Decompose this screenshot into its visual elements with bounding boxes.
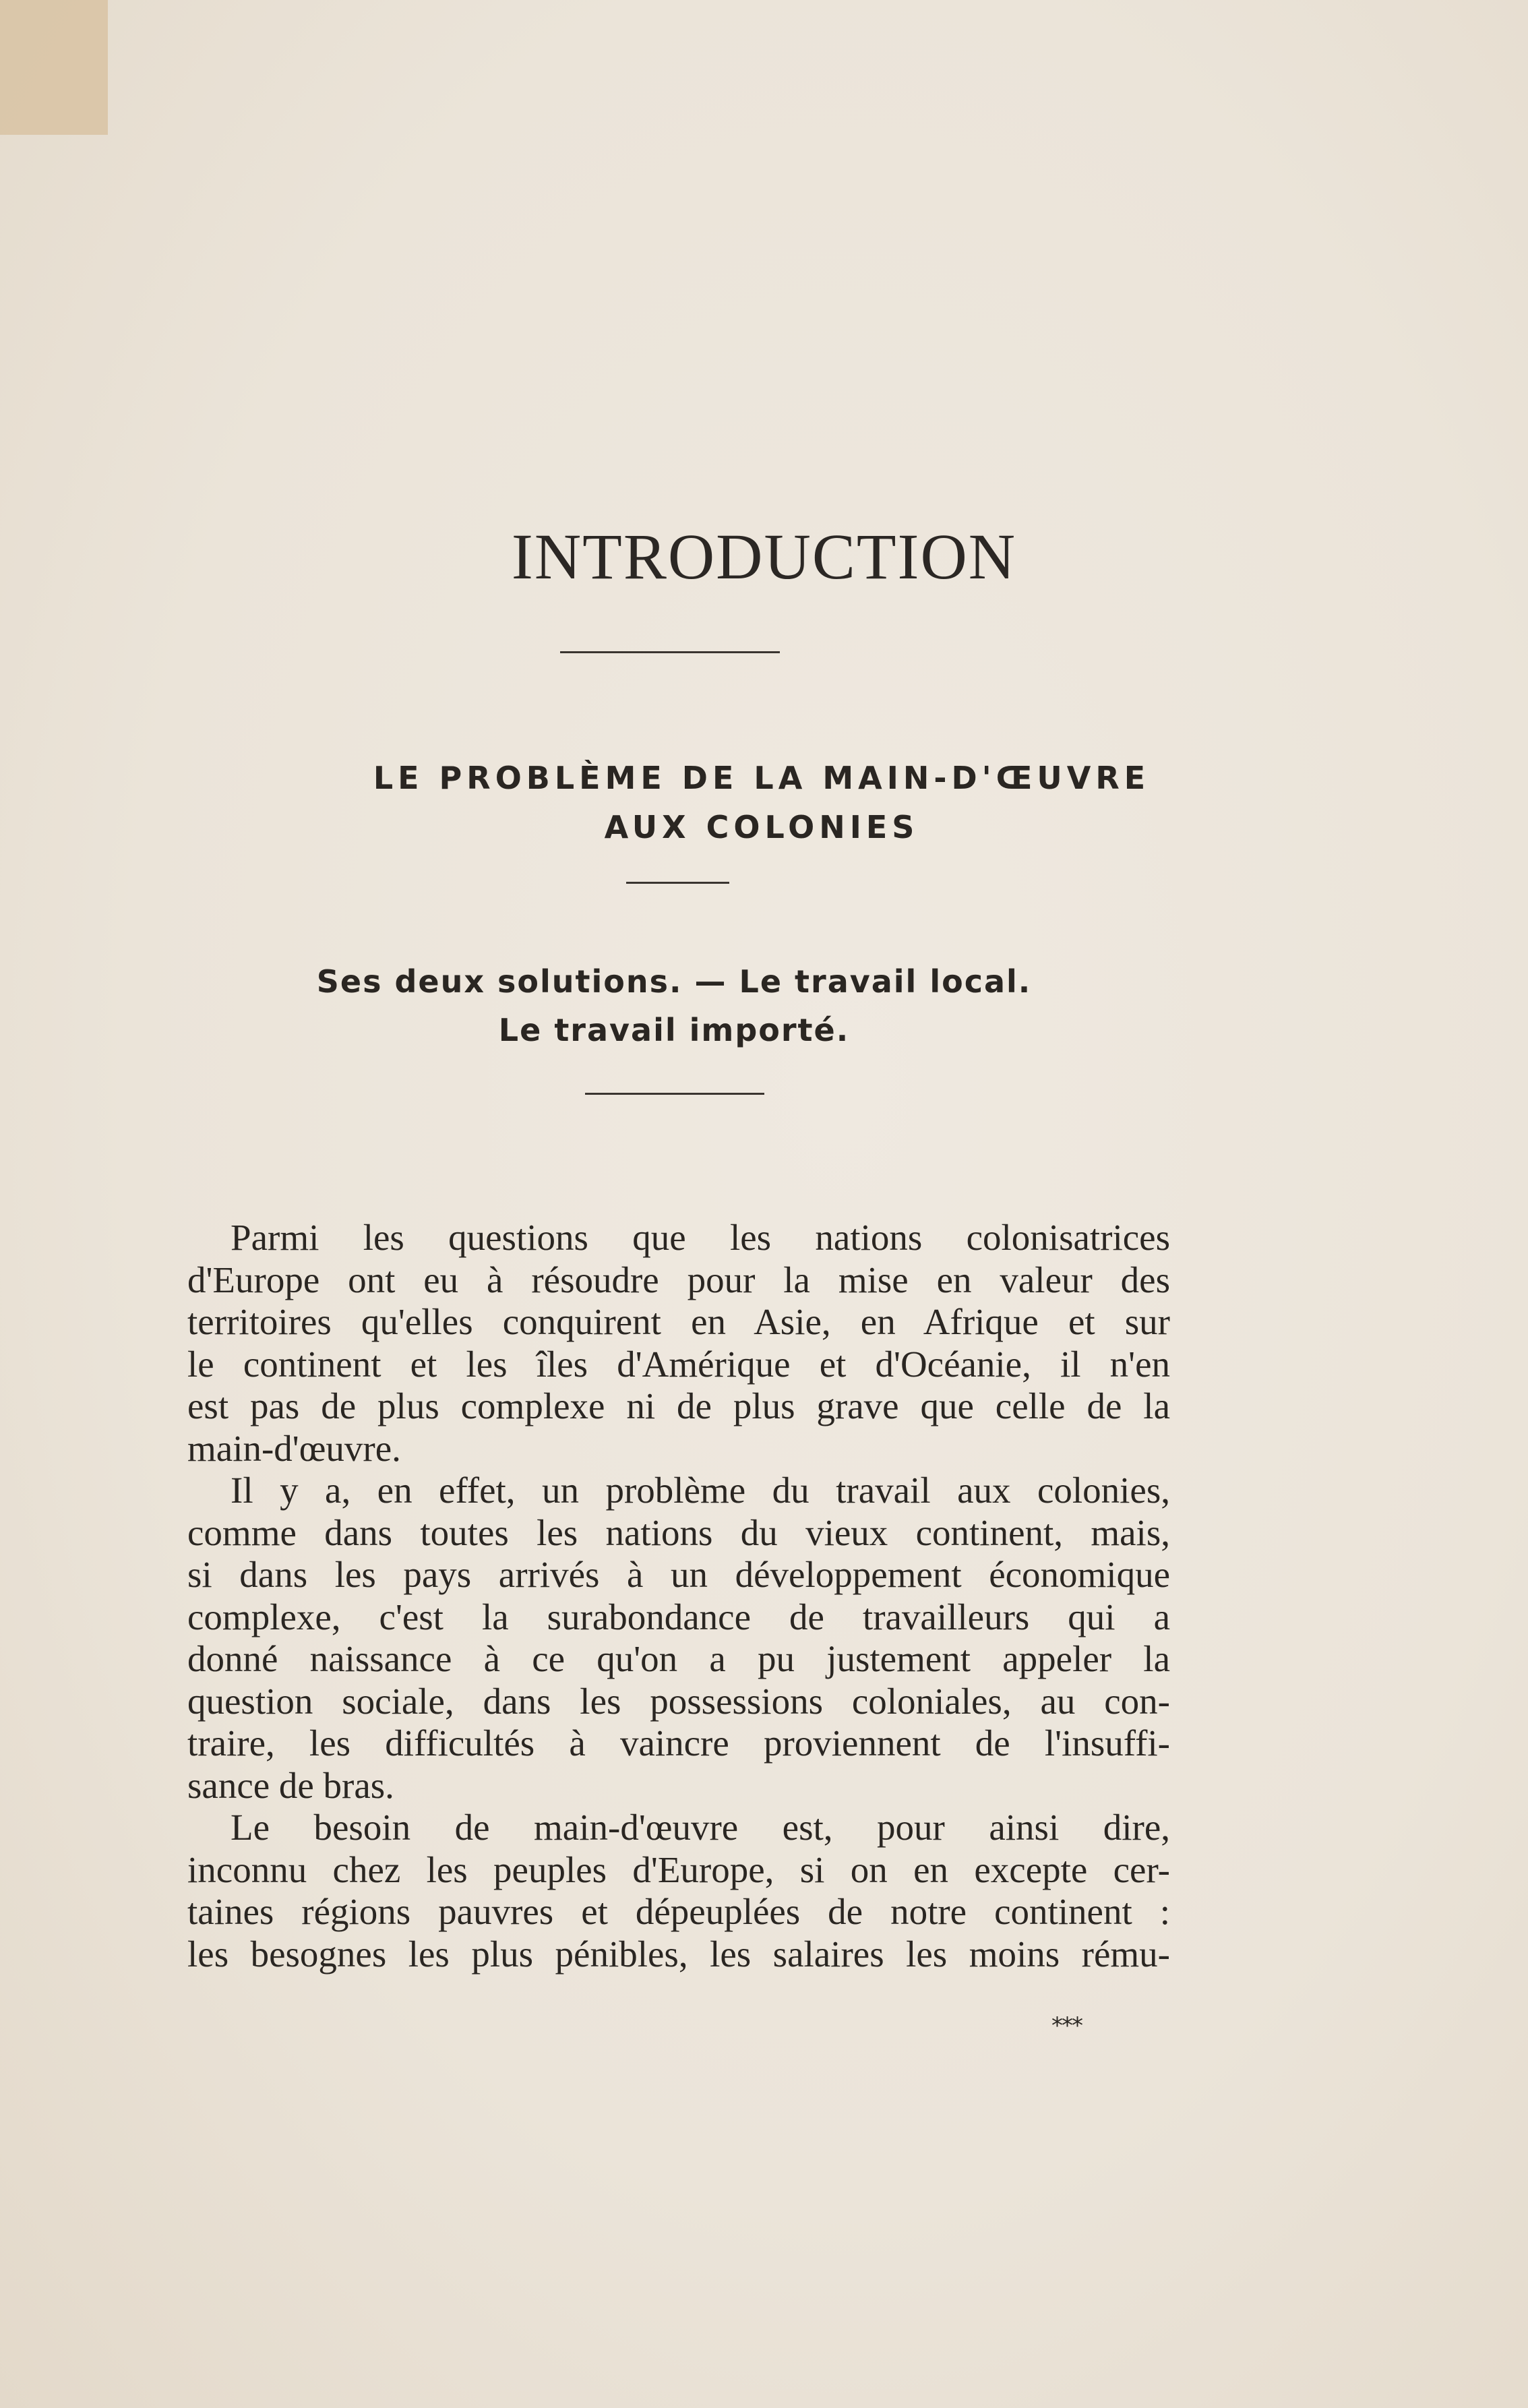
text-line: est pas de plus complexe ni de plus grave que celle de la — [187, 1385, 1170, 1426]
text-line: comme dans toutes les nations du vieux continent, mais, — [187, 1511, 1170, 1553]
page-title: INTRODUCTION — [511, 520, 1017, 593]
text-line: complexe, c'est la surabondance de travailleurs qui a — [187, 1596, 1170, 1637]
text-line: taines régions pauvres et dépeuplées de notre continent : — [187, 1891, 1170, 1932]
divider — [626, 882, 729, 884]
text-line: le continent et les îles d'Amérique et d'Océanie, il n'en — [187, 1343, 1170, 1385]
subheading — [0, 957, 1348, 1054]
subheading-line: Le travail importé. — [498, 1012, 850, 1048]
text-line: Il y a, en effet, un problème du travail aux colonies, — [231, 1470, 1170, 1511]
text-line: les besognes les plus pénibles, les salaires les moins rému- — [187, 1933, 1170, 1975]
text-line: main-d'œuvre. — [187, 1427, 401, 1469]
divider — [585, 1093, 764, 1095]
chapter-heading-line: AUX COLONIES — [604, 809, 919, 845]
text-line: question sociale, dans les possessions coloniales, au con- — [187, 1680, 1170, 1722]
chapter-heading — [88, 754, 1436, 852]
subheading-line: Ses deux solutions. — Le travail local. — [316, 963, 1032, 1000]
text-line: d'Europe ont eu à résoudre pour la mise en valeur des — [187, 1259, 1170, 1300]
paper-stain — [0, 0, 108, 135]
text-line: territoires qu'elles conquirent en Asie, en Afrique et sur — [187, 1301, 1170, 1342]
signature-mark: *** — [1051, 2012, 1082, 2039]
text-line: Le besoin de main-d'œuvre est, pour ainsi dire, — [231, 1807, 1170, 1848]
text-line: sance de bras. — [187, 1764, 394, 1806]
divider — [560, 651, 780, 653]
text-line: traire, les difficultés à vaincre proviennent de l'insuffi- — [187, 1722, 1170, 1764]
body-text — [187, 1217, 1170, 1975]
text-line: Parmi les questions que les nations colonisatrices — [231, 1217, 1170, 1258]
text-line: inconnu chez les peuples d'Europe, si on en excepte cer- — [187, 1848, 1170, 1890]
text-line: donné naissance à ce qu'on a pu justement appeler la — [187, 1638, 1170, 1679]
chapter-heading-line: LE PROBLÈME DE LA MAIN-D'ŒUVRE — [373, 760, 1151, 796]
text-line: si dans les pays arrivés à un développement économique — [187, 1554, 1170, 1595]
